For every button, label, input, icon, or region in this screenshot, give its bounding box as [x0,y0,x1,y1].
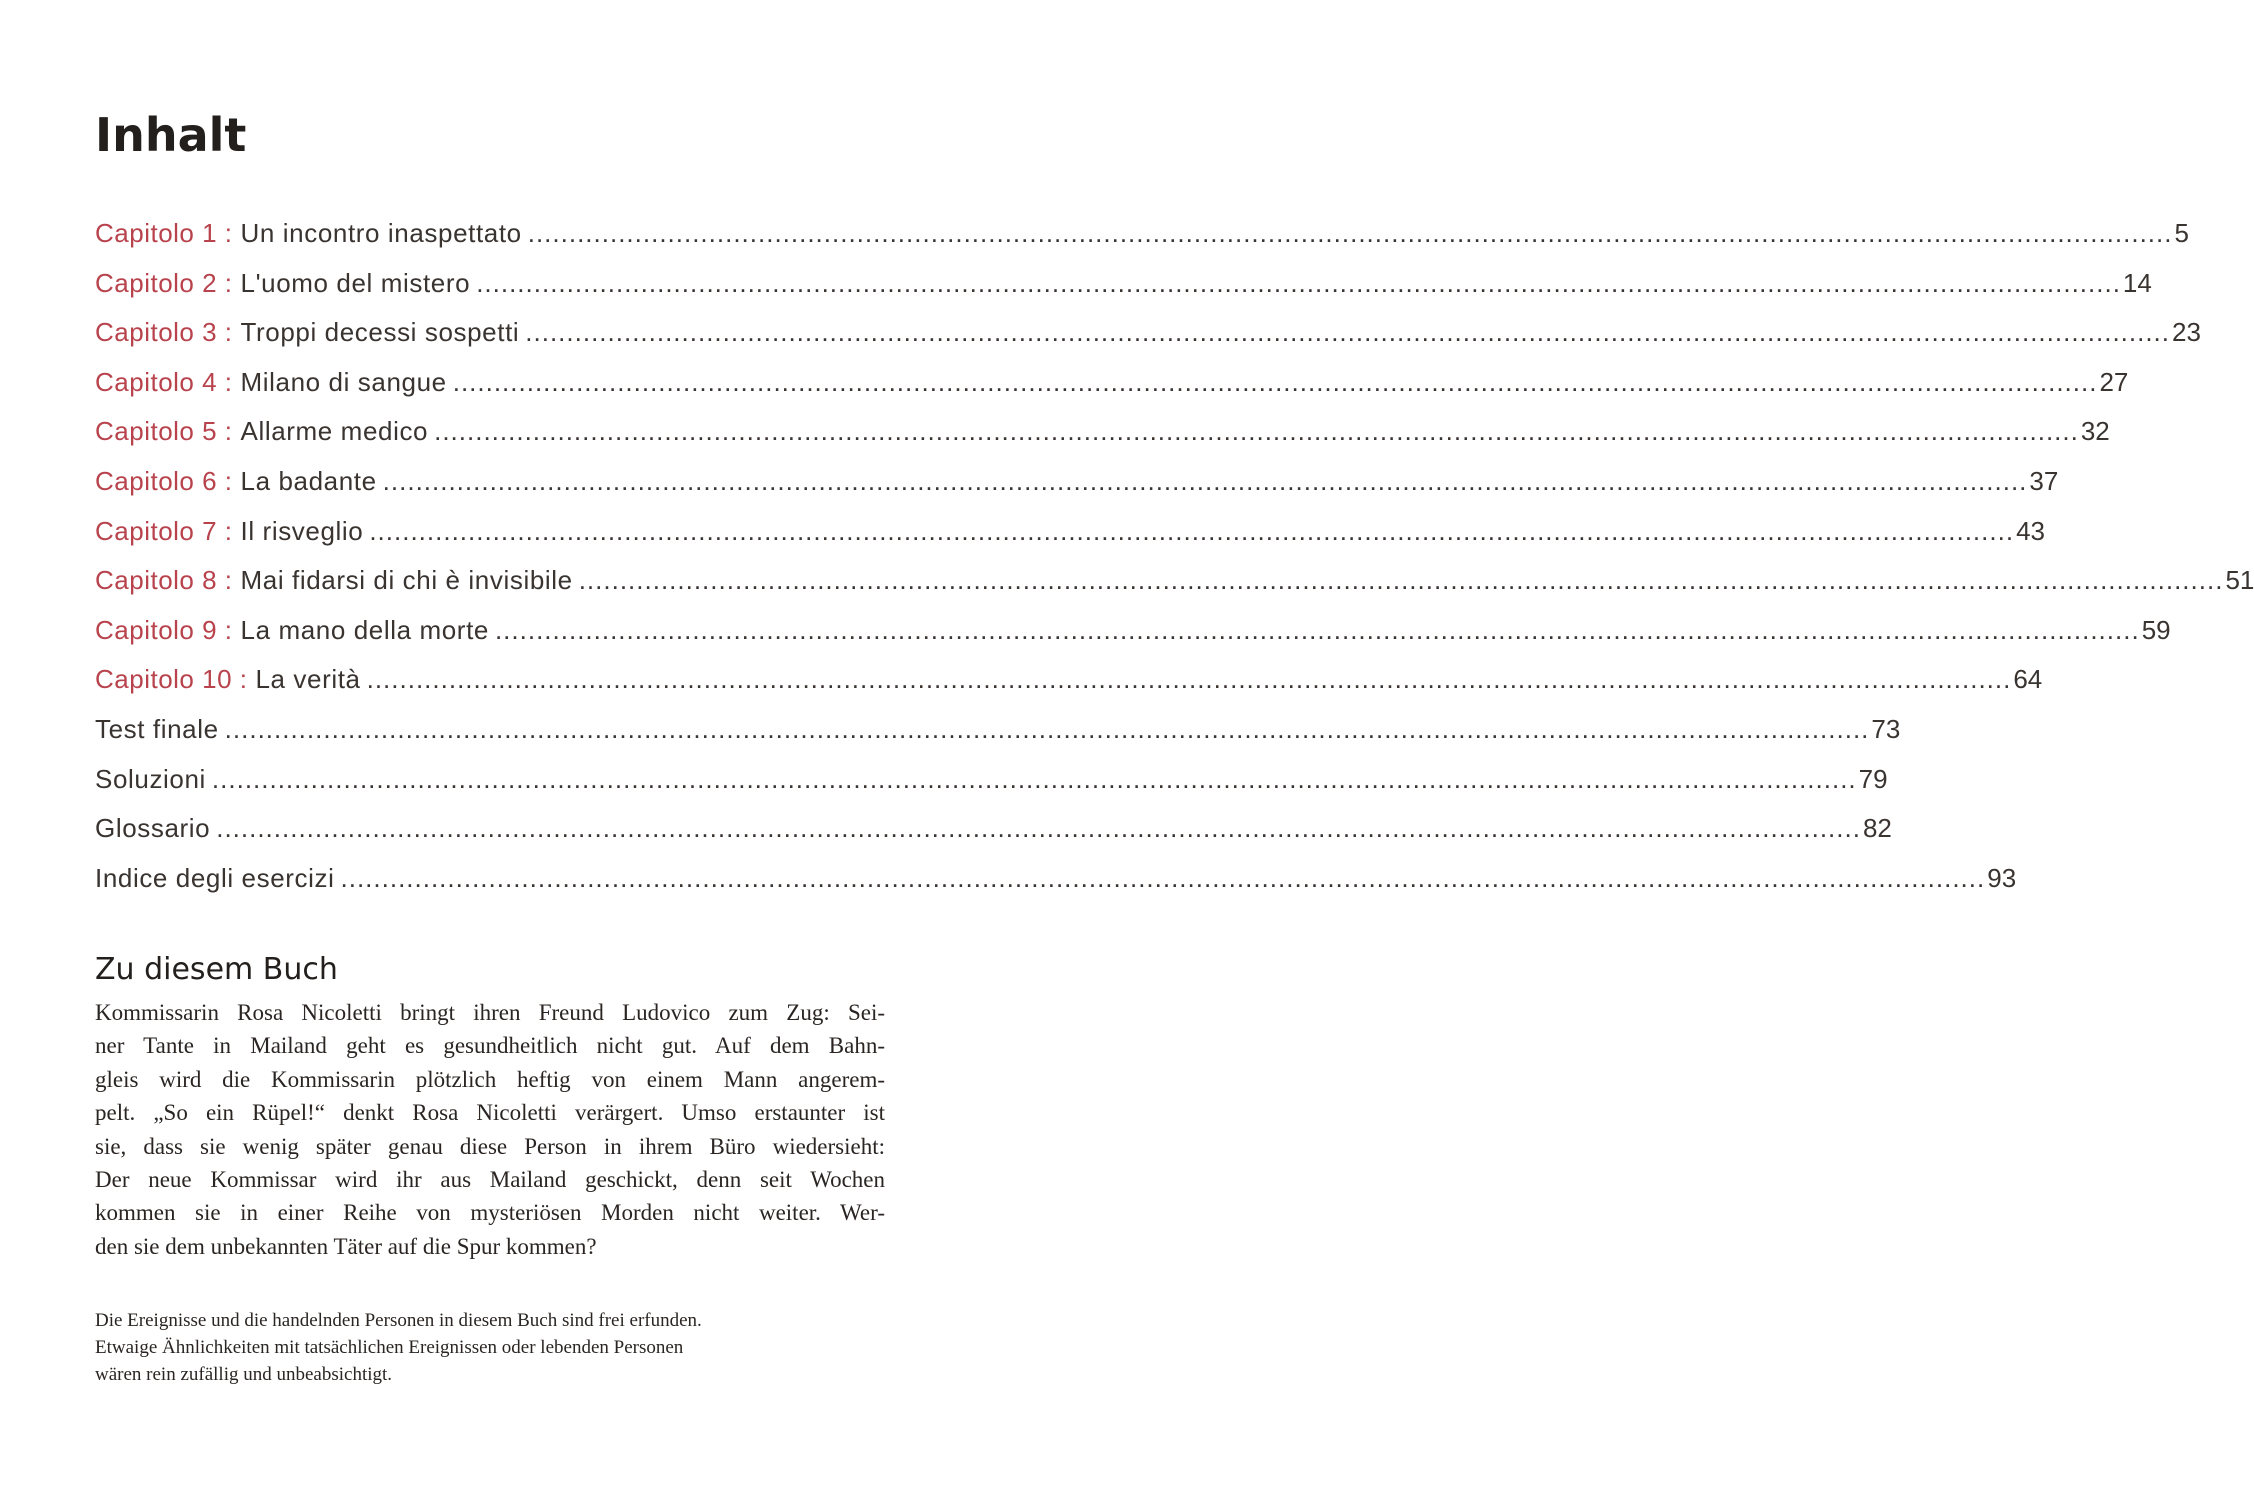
paragraph-line: sie, dass sie wenig später genau diese Person in ihrem Büro wiedersieht: [95,1133,885,1159]
paragraph-line: Der neue Kommissar wird ihr aus Mailand geschickt, denn seit Wochen [95,1167,885,1193]
toc-page-number: 93 [1987,862,2017,893]
toc-entry[interactable] [95,366,2129,417]
toc-title: Allarme medico [240,416,429,447]
toc-title: La mano della morte [240,614,489,645]
paragraph-line: Kommissarin Rosa Nicoletti bringt ihren Freund Ludovico zum Zug: Sei- [95,1000,885,1025]
disclaimer-line: wären rein zufällig und unbeabsichtigt. [95,1364,393,1385]
toc-page-number: 43 [2016,515,2045,546]
dot-leader: ........................................................................................................................................................................................................ [434,416,2079,447]
toc-page-number: 64 [2013,664,2043,695]
dot-leader: ........................................................................................................................................................................................................ [494,614,2140,645]
table-of-contents [95,218,2254,912]
toc-chapter-label: Capitolo 9 : [95,614,233,645]
page-title: Inhalt [95,108,247,162]
paragraph-line: kommen sie in einer Reihe von mysteriösen Morden nicht weiter. Wer- [95,1200,885,1226]
toc-title: Glossario [95,813,211,844]
toc-page-number: 37 [2029,465,2059,496]
toc-title: Un incontro inaspettato [240,218,522,248]
toc-title: Troppi decessi sospetti [240,317,520,348]
toc-page-number: 27 [2099,366,2129,397]
toc-page-number: 73 [1871,713,1901,744]
toc-title: Test finale [95,713,219,744]
toc-chapter-label: Capitolo 2 : [95,267,233,298]
dot-leader: ........................................................................................................................................................................................................ [224,713,1870,744]
paragraph-line: gleis wird die Kommissarin plötzlich heftig von einem Mann angerem- [95,1066,885,1092]
toc-page-number: 5 [2174,218,2189,248]
disclaimer-line: Etwaige Ähnlichkeiten mit tatsächlichen Ereignissen oder lebenden Personen [95,1337,684,1358]
dot-leader: ........................................................................................................................................................................................................ [382,465,2028,496]
toc-entry[interactable] [95,416,2110,466]
toc-page-number: 14 [2122,267,2152,298]
dot-leader: ........................................................................................................................................................................................................ [578,565,2224,596]
toc-entry[interactable] [95,465,2059,516]
toc-page-number: 82 [1862,813,1892,844]
toc-entry[interactable] [95,515,2045,566]
toc-title: Mai fidarsi di chi è invisibile [240,565,573,596]
toc-chapter-label: Capitolo 6 : [95,465,233,496]
dot-leader: ........................................................................................................................................................................................................ [369,515,2015,546]
toc-chapter-label: Capitolo 10 : [95,664,248,695]
toc-title: La badante [240,465,377,496]
toc-page-number: 32 [2080,416,2110,447]
toc-entry[interactable] [95,565,2254,615]
dot-leader: ........................................................................................................................................................................................................ [211,763,1857,794]
toc-chapter-label: Capitolo 1 : [95,218,233,248]
toc-page-number: 51 [2225,565,2254,596]
toc-chapter-label: Capitolo 4 : [95,366,233,397]
toc-chapter-label: Capitolo 8 : [95,565,233,596]
toc-entry[interactable] [95,813,1892,863]
toc-chapter-label: Capitolo 3 : [95,317,233,348]
toc-title: Il risveglio [240,515,364,546]
toc-entry[interactable] [95,317,2201,367]
toc-chapter-label: Capitolo 7 : [95,515,233,546]
toc-title: Milano di sangue [240,366,447,397]
toc-page-number: 23 [2172,317,2201,348]
toc-entry[interactable] [95,763,1888,814]
toc-entry[interactable] [95,664,2043,714]
toc-title: Soluzioni [95,763,206,794]
toc-entry[interactable] [95,614,2171,665]
toc-title: La verità [255,664,361,695]
paragraph-line: pelt. „So ein Rüpel!“ denkt Rosa Nicoletti verärgert. Umso erstaunter ist [95,1100,885,1126]
disclaimer [95,1307,885,1388]
toc-entry[interactable] [95,267,2152,318]
paragraph-line: ner Tante in Mailand geht es gesundheitlich nicht gut. Auf dem Bahn- [95,1033,885,1059]
toc-title: Indice degli esercizi [95,862,335,893]
disclaimer-line: Die Ereignisse und die handelnden Personen in diesem Buch sind frei erfunden. [95,1310,702,1331]
toc-entry[interactable] [95,713,1901,764]
dot-leader: ........................................................................................................................................................................................................ [340,862,1986,893]
toc-page-number: 59 [2141,614,2171,645]
dot-leader: ........................................................................................................................................................................................................ [476,267,2121,298]
dot-leader: ........................................................................................................................................................................................................ [525,317,2171,348]
dot-leader: ........................................................................................................................................................................................................ [216,813,1861,844]
toc-page-number: 79 [1858,763,1888,794]
dot-leader: ........................................................................................................................................................................................................ [452,366,2098,397]
toc-entry[interactable] [95,862,2017,913]
dot-leader: ........................................................................................................................................................................................................ [366,664,2012,695]
toc-entry[interactable] [95,218,2189,268]
paragraph-line: den sie dem unbekannten Täter auf die Spur kommen? [95,1233,597,1259]
about-paragraph [95,996,885,1263]
about-heading: Zu diesem Buch [95,952,338,987]
dot-leader: ........................................................................................................................................................................................................ [527,218,2173,248]
toc-title: L'uomo del mistero [240,267,471,298]
toc-chapter-label: Capitolo 5 : [95,416,233,447]
